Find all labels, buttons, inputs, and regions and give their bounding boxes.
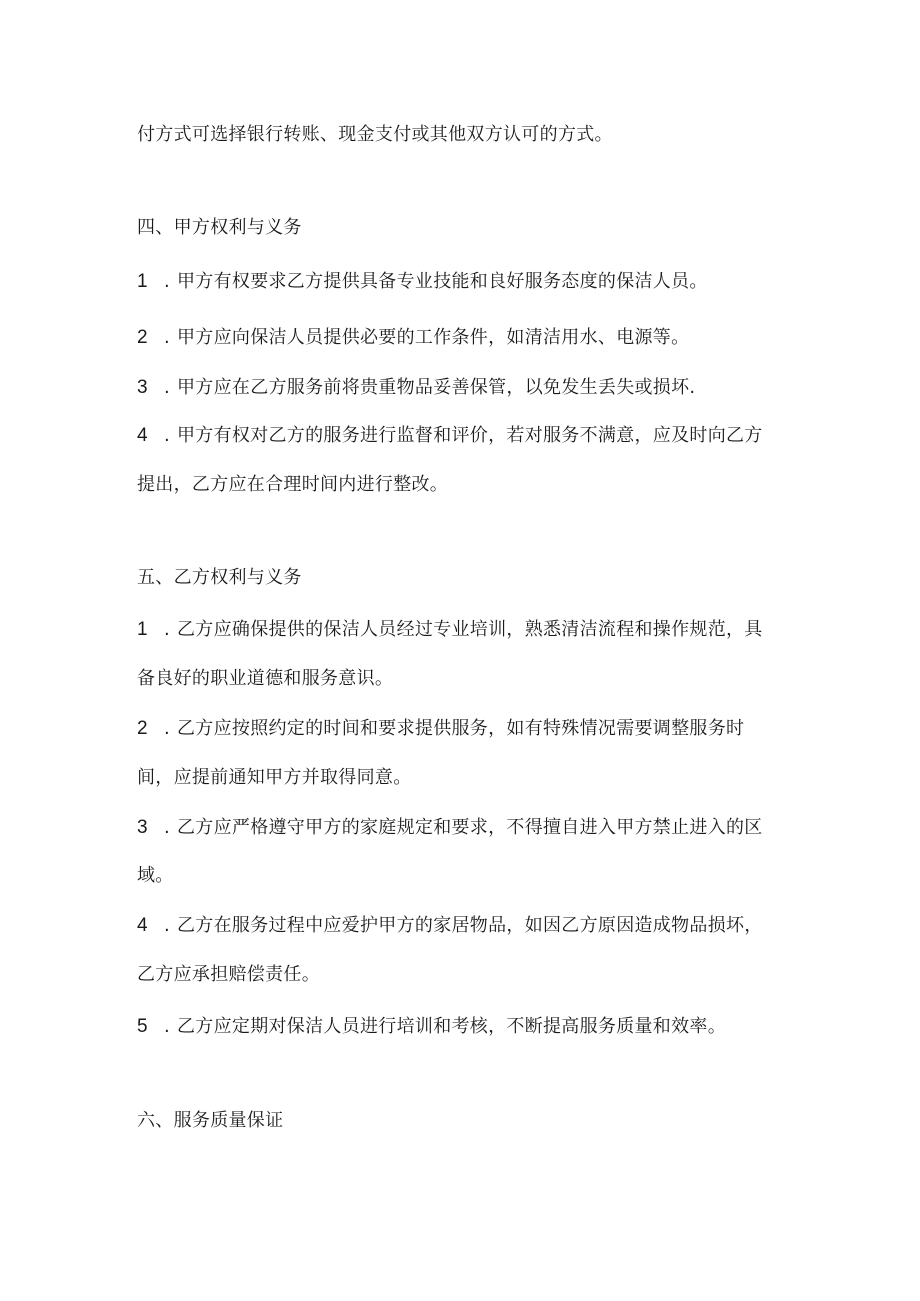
section-5-item-3	[137, 816, 763, 840]
section-4-item-2	[137, 326, 689, 350]
item-separator: .	[163, 377, 171, 398]
section-6-heading: 六、服务质量保证	[137, 1110, 284, 1131]
section-4-item-3	[137, 376, 695, 400]
section-5-item-2-continued: 间，应提前通知甲方并取得同意。	[137, 767, 412, 788]
section-4-heading: 四、甲方权利与义务	[137, 217, 302, 238]
item-number: 2	[137, 327, 148, 348]
item-number: 1	[137, 619, 148, 640]
intro-paragraph: 付方式可选择银行转账、现金支付或其他双方认可的方式。	[137, 124, 613, 145]
item-separator: .	[163, 327, 171, 348]
item-text: 甲方有权对乙方的服务进行监督和评价，若对服务不满意，应及时向乙方	[177, 425, 763, 446]
item-text: 甲方应向保洁人员提供必要的工作条件，如清洁用水、电源等。	[177, 327, 690, 348]
item-number: 3	[137, 377, 148, 398]
item-text: 乙方应严格遵守甲方的家庭规定和要求，不得擅自进入甲方禁止进入的区	[177, 817, 763, 838]
item-separator: .	[163, 271, 171, 292]
item-number: 5	[137, 1016, 148, 1037]
section-5-item-5	[137, 1015, 726, 1039]
section-4-item-1	[137, 270, 708, 294]
item-separator: .	[163, 718, 171, 739]
section-4-item-4	[137, 424, 763, 448]
section-5-item-4-continued: 乙方应承担赔偿责任。	[137, 964, 320, 985]
item-text: 甲方应在乙方服务前将贵重物品妥善保管，以免发生丢失或损坏.	[177, 377, 696, 398]
section-5-item-1	[137, 618, 763, 642]
item-separator: .	[163, 425, 171, 446]
item-separator: .	[163, 915, 171, 936]
item-separator: .	[163, 1016, 171, 1037]
item-text: 乙方应确保提供的保洁人员经过专业培训，熟悉清洁流程和操作规范，具	[177, 619, 763, 640]
item-number: 4	[137, 915, 148, 936]
item-number: 4	[137, 425, 148, 446]
item-number: 2	[137, 718, 148, 739]
item-text: 乙方在服务过程中应爱护甲方的家居物品，如因乙方原因造成物品损坏，	[177, 915, 763, 936]
item-text: 乙方应定期对保洁人员进行培训和考核，不断提高服务质量和效率。	[177, 1016, 726, 1037]
section-5-item-2	[137, 717, 744, 741]
item-number: 1	[137, 271, 148, 292]
section-5-item-1-continued: 备良好的职业道德和服务意识。	[137, 668, 394, 689]
item-separator: .	[163, 619, 171, 640]
item-number: 3	[137, 817, 148, 838]
item-separator: .	[163, 817, 171, 838]
section-5-item-4	[137, 914, 763, 938]
section-4-item-4-continued: 提出，乙方应在合理时间内进行整改。	[137, 474, 449, 495]
item-text: 乙方应按照约定的时间和要求提供服务，如有特殊情况需要调整服务时	[177, 718, 745, 739]
item-text: 甲方有权要求乙方提供具备专业技能和良好服务态度的保洁人员。	[177, 271, 708, 292]
section-5-item-3-continued: 域。	[137, 865, 174, 886]
section-5-heading: 五、乙方权利与义务	[137, 567, 302, 588]
